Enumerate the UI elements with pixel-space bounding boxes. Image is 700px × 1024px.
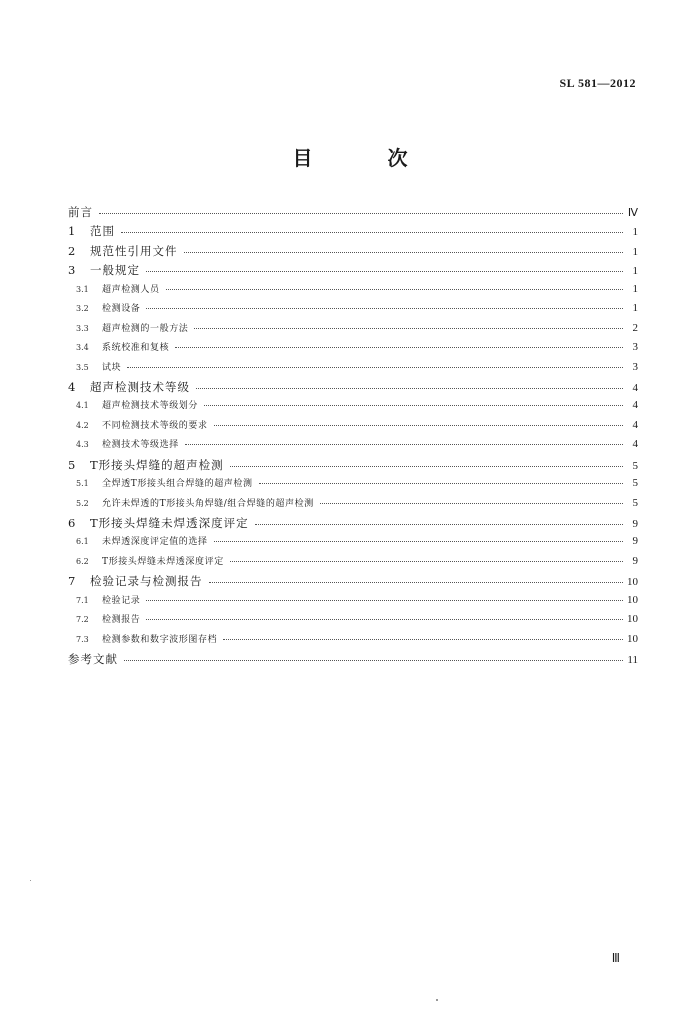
toc-entry-title: 全焊透T形接头组合焊缝的超声检测 [102, 479, 253, 490]
dot-leader [196, 387, 623, 389]
dot-leader [146, 618, 623, 620]
toc-entry-page: 10 [627, 613, 638, 626]
dot-leader [204, 404, 623, 406]
scan-speck [30, 880, 31, 881]
toc-chapter-entry[interactable] [68, 379, 638, 398]
toc-section-entry[interactable] [68, 534, 638, 553]
toc-entry-title: 超声检测的一般方法 [102, 323, 189, 334]
toc-entry-number: 7.2 [76, 615, 89, 625]
dot-leader [127, 366, 623, 368]
toc-entry-page: 5 [632, 477, 638, 490]
dot-leader [121, 231, 623, 233]
toc-entry-number: 3 [68, 263, 76, 278]
toc-entry-title: 超声检测人员 [102, 284, 160, 295]
toc-section-entry[interactable] [68, 360, 638, 379]
toc-entry-page: 9 [632, 518, 638, 530]
toc-entry-page: 10 [627, 576, 638, 589]
toc-entry-title: 超声检测技术等级划分 [102, 401, 199, 412]
dot-leader [230, 465, 623, 467]
toc-entry-title: 检测报告 [102, 615, 141, 626]
toc-section-entry[interactable] [68, 476, 638, 495]
toc-entry-title: 不同检测技术等级的要求 [102, 420, 208, 431]
toc-section-entry[interactable] [68, 496, 638, 515]
toc-entry-title: 参考文献 [68, 652, 118, 667]
dot-leader [146, 307, 623, 309]
toc-entry-title: 检验记录 [102, 595, 141, 606]
dot-leader [166, 288, 623, 290]
toc-chapter-entry[interactable] [68, 204, 638, 223]
toc-entry-page: 9 [632, 554, 638, 567]
toc-section-entry[interactable] [68, 301, 638, 320]
toc-section-entry[interactable] [68, 593, 638, 612]
toc-entry-title: T形接头焊缝未焊透深度评定 [90, 516, 249, 530]
toc-entry-number: 3.1 [76, 284, 89, 294]
toc-entry-title: 范围 [90, 224, 115, 239]
toc-entry-title: 检测技术等级选择 [102, 440, 179, 451]
dot-leader [124, 659, 623, 661]
toc-entry-number: 6.1 [76, 537, 89, 547]
dot-leader [185, 443, 623, 445]
toc-entry-title: 一般规定 [90, 263, 140, 278]
dot-leader [320, 502, 623, 504]
toc-entry-page: 4 [632, 381, 638, 394]
toc-entry-number: 4.3 [76, 440, 89, 450]
toc-entry-title: 允许未焊透的T形接头角焊缝/组合焊缝的超声检测 [102, 498, 314, 509]
toc-entry-page: 1 [632, 302, 638, 315]
toc-section-entry[interactable] [68, 321, 638, 340]
dot-leader [175, 346, 623, 348]
toc-entry-page: 10 [627, 593, 638, 606]
dot-leader [194, 327, 623, 329]
toc-entry-number: 6.2 [76, 556, 89, 566]
toc-entry-page: 2 [632, 321, 638, 334]
toc-entry-page: 3 [632, 360, 638, 373]
dot-leader [146, 270, 623, 272]
toc-entry-number: 3.5 [76, 362, 89, 372]
toc-entry-title: 检验记录与检测报告 [90, 574, 203, 589]
toc-entry-page: 3 [632, 341, 638, 354]
toc-entry-title: 前言 [68, 205, 93, 219]
toc-entry-page: 1 [632, 265, 638, 278]
toc-entry-number: 5 [68, 457, 76, 472]
toc-entry-number: 7 [68, 574, 76, 589]
toc-entry-page: Ⅳ [627, 207, 638, 219]
toc-entry-number: 1 [68, 224, 76, 239]
toc-entry-number: 3.3 [76, 323, 89, 333]
toc-section-entry[interactable] [68, 398, 638, 417]
toc-entry-page: 11 [627, 654, 638, 667]
toc-section-entry[interactable] [68, 340, 638, 359]
toc-entry-title: 系统校准和复核 [102, 343, 170, 354]
toc-entry-page: 4 [632, 399, 638, 412]
dot-leader [209, 581, 624, 583]
toc-entry-number: 7.3 [76, 634, 89, 644]
toc-entry-title: 检测参数和数字波形图存档 [102, 634, 218, 645]
toc-section-entry[interactable] [68, 554, 638, 573]
toc-entry-number: 4.1 [76, 401, 89, 411]
toc-chapter-entry[interactable] [68, 262, 638, 281]
standard-code: SL 581—2012 [559, 76, 636, 90]
table-of-contents [68, 204, 638, 671]
toc-entry-number: 2 [68, 243, 76, 258]
dot-leader [214, 540, 623, 542]
toc-entry-number: 5.2 [76, 498, 89, 508]
dot-leader [99, 212, 623, 214]
toc-entry-page: 1 [632, 282, 638, 295]
toc-entry-title: T形接头焊缝的超声检测 [90, 457, 224, 472]
toc-entry-title: 试块 [102, 362, 122, 373]
scan-speck [436, 999, 438, 1001]
toc-entry-number: 5.1 [76, 479, 89, 489]
toc-entry-title: T形接头焊缝未焊透深度评定 [102, 556, 224, 567]
dot-leader [259, 482, 623, 484]
toc-section-entry[interactable] [68, 632, 638, 651]
dot-leader [230, 560, 623, 562]
toc-entry-page: 5 [632, 459, 638, 472]
dot-leader [223, 638, 623, 640]
dot-leader [255, 523, 623, 525]
toc-section-entry[interactable] [68, 612, 638, 631]
toc-chapter-entry[interactable] [68, 223, 638, 242]
toc-section-entry[interactable] [68, 418, 638, 437]
page-title: 目 次 [292, 146, 442, 170]
toc-section-entry[interactable] [68, 282, 638, 301]
dot-leader [146, 599, 623, 601]
toc-entry-page: 5 [632, 496, 638, 509]
toc-entry-page: 10 [627, 632, 638, 645]
dot-leader [214, 424, 623, 426]
toc-entry-number: 7.1 [76, 595, 89, 605]
toc-chapter-entry[interactable] [68, 651, 638, 670]
toc-entry-page: 9 [632, 535, 638, 548]
toc-entry-page: 1 [632, 245, 638, 258]
toc-chapter-entry[interactable] [68, 243, 638, 262]
toc-chapter-entry[interactable] [68, 515, 638, 534]
toc-entry-number: 4 [68, 379, 76, 394]
toc-entry-number: 6 [68, 516, 76, 530]
toc-entry-title: 未焊透深度评定值的选择 [102, 537, 208, 548]
toc-entry-page: 1 [632, 226, 638, 239]
toc-entry-number: 3.4 [76, 343, 89, 353]
toc-entry-number: 3.2 [76, 304, 89, 314]
toc-chapter-entry[interactable] [68, 573, 638, 592]
toc-entry-page: 4 [632, 438, 638, 451]
toc-entry-title: 超声检测技术等级 [90, 379, 190, 394]
page-number: Ⅲ [611, 951, 620, 965]
dot-leader [184, 251, 624, 253]
toc-entry-title: 规范性引用文件 [90, 243, 178, 258]
toc-entry-number: 4.2 [76, 420, 89, 430]
toc-entry-page: 4 [632, 418, 638, 431]
toc-chapter-entry[interactable] [68, 457, 638, 476]
toc-entry-title: 检测设备 [102, 304, 141, 315]
toc-section-entry[interactable] [68, 437, 638, 456]
